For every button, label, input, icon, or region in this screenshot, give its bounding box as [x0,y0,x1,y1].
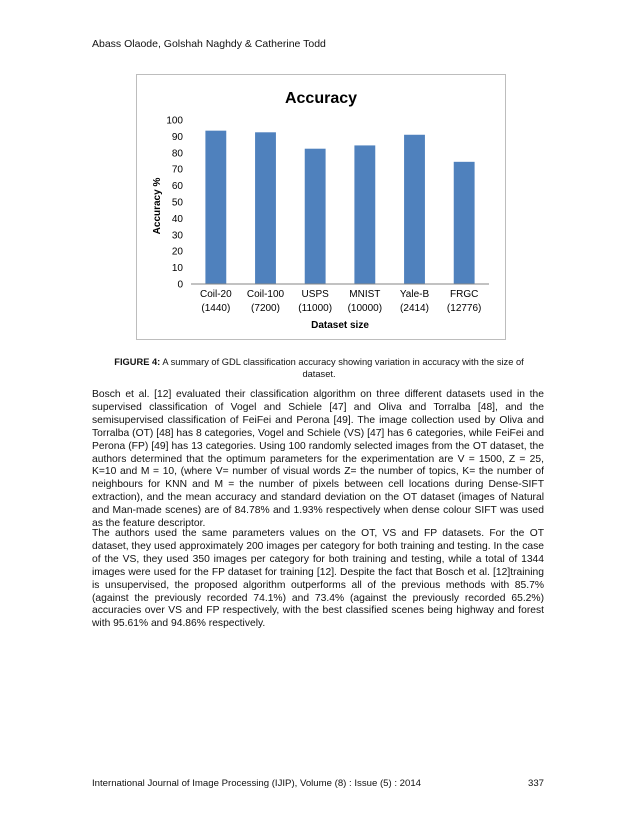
dataset-size-label: (7200) [251,303,280,314]
bar-coil-100 [255,132,276,284]
paragraph-1: Bosch et al. [12] evaluated their classification algorithm on three different datasets used in the supervised classification of Vogel and Schiele [47] and Oliva and Torralba [48], and the semisupervised classification of FeiFei and Perona [49]. The image collection used by Oliva and Torralba (OT) [48] has 8 categories, Vogel and Schiele (VS) [47] has 6 categories, while FeiFei and Perona (FP) [49] has 13 categories. Using 100 randomly selected images from the OT dataset, the authors determined that the optimum parameters for the experimentation are V = 1500, Z = 25, K=10 and M = 10, (where V= number of visual words Z= the number of topics, K= the number of neighbours for KNN and M = the number of pixels between cell locations during Dense-SIFT extraction), and the mean accuracy and standard deviation on the OT dataset (images of Natural and Man-made scenes) are of 84.78% and 1.93% respectively when dense colour SIFT was used as the feature descriptor. [92,389,544,530]
running-head: Abass Olaode, Golshah Naghdy & Catherine Todd [92,38,326,50]
caption-text: A summary of GDL classification accuracy showing variation in accuracy with the size of dataset. [160,357,524,379]
page-footer [92,778,544,789]
bar-yale-b [404,135,425,284]
y-tick-label: 50 [171,197,183,209]
category-label: FRGC [449,289,479,300]
y-tick-label: 10 [171,263,183,275]
y-tick-label: 90 [171,131,183,143]
bar-usps [305,149,326,284]
category-label: USPS [301,289,329,300]
y-tick-label: 100 [166,115,183,127]
y-tick-label: 80 [171,148,183,160]
accuracy-bar-chart [137,75,505,339]
y-tick-label: 20 [171,246,183,258]
bar-coil-20 [205,131,226,284]
y-tick-label: 70 [171,164,183,176]
chart-title: Accuracy [284,90,358,107]
paragraph-2: The authors used the same parameters values on the OT, VS and FP datasets. For the OT dataset, they used approximately 200 images per category for both training and testing. In the case of the VS, they used 350 images per category for both training and testing, while a total of 1344 images were used for the FP dataset for training [12]. Despite the fact that Bosch et al. [12]training is unsupervised, the proposed algorithm outperforms all of the previous methods with 85.7% (against the previously recorded 74.1%) and 73.4% (against the previously recorded 65.2%) accuracies over VS and FP respectively, with the best classified scenes being highway and forest with 95.61% and 94.86% respectively. [92,528,544,630]
category-label: Yale-B [399,289,430,300]
bar-frgc [454,162,475,284]
y-tick-label: 0 [177,279,183,291]
bar-mnist [354,145,375,284]
y-tick-label: 60 [171,181,183,193]
journal-reference: International Journal of Image Processing (IJIP), Volume (8) : Issue (5) : 2014 [92,778,422,789]
x-axis-label: Dataset size [311,320,369,331]
caption-label: FIGURE 4: [114,357,161,367]
dataset-size-label: (2414) [400,303,429,314]
category-label: Coil-100 [246,289,285,300]
dataset-size-label: (11000) [298,303,333,314]
dataset-size-label: (10000) [347,303,383,314]
y-axis-label: Accuracy % [152,177,163,235]
category-label: Coil-20 [199,289,232,300]
page-number: 337 [527,778,544,789]
accuracy-chart [136,74,506,340]
dataset-size-label: (12776) [446,303,482,314]
figure-caption [100,356,538,380]
category-label: MNIST [349,289,381,300]
dataset-size-label: (1440) [201,303,231,314]
y-tick-label: 30 [171,230,183,242]
y-tick-label: 40 [171,213,183,225]
